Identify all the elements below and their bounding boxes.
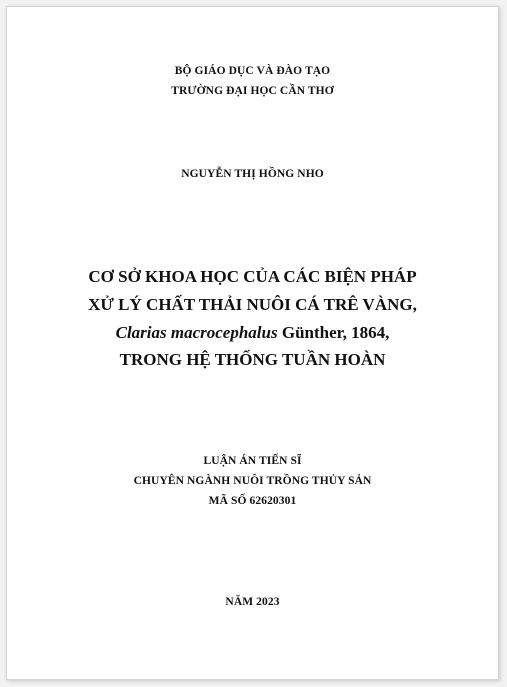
degree-code: MÃ SỐ 62620301: [208, 495, 297, 507]
species-scientific-name: Clarias macrocephalus: [115, 323, 278, 342]
publication-year: NĂM 2023: [225, 596, 280, 608]
title-line-1: CƠ SỞ KHOA HỌC CỦA CÁC BIỆN PHÁP: [88, 267, 417, 286]
species-authority: Günther, 1864,: [277, 323, 390, 342]
title-line-2: XỬ LÝ CHẤT THẢI NUÔI CÁ TRÊ VÀNG,: [88, 295, 417, 314]
university-name: TRƯỜNG ĐẠI HỌC CẦN THƠ: [171, 85, 334, 97]
thesis-cover-page: [6, 6, 499, 680]
author-name: NGUYỄN THỊ HỒNG NHO: [181, 168, 324, 180]
degree-major: CHUYÊN NGÀNH NUÔI TRỒNG THỦY SẢN: [133, 475, 372, 487]
degree-type: LUẬN ÁN TIẾN SĨ: [203, 455, 302, 467]
title-line-4: TRONG HỆ THỐNG TUẦN HOÀN: [119, 350, 386, 369]
ministry-name: BỘ GIÁO DỤC VÀ ĐÀO TẠO: [174, 65, 331, 77]
title-line-3: [7, 323, 498, 343]
